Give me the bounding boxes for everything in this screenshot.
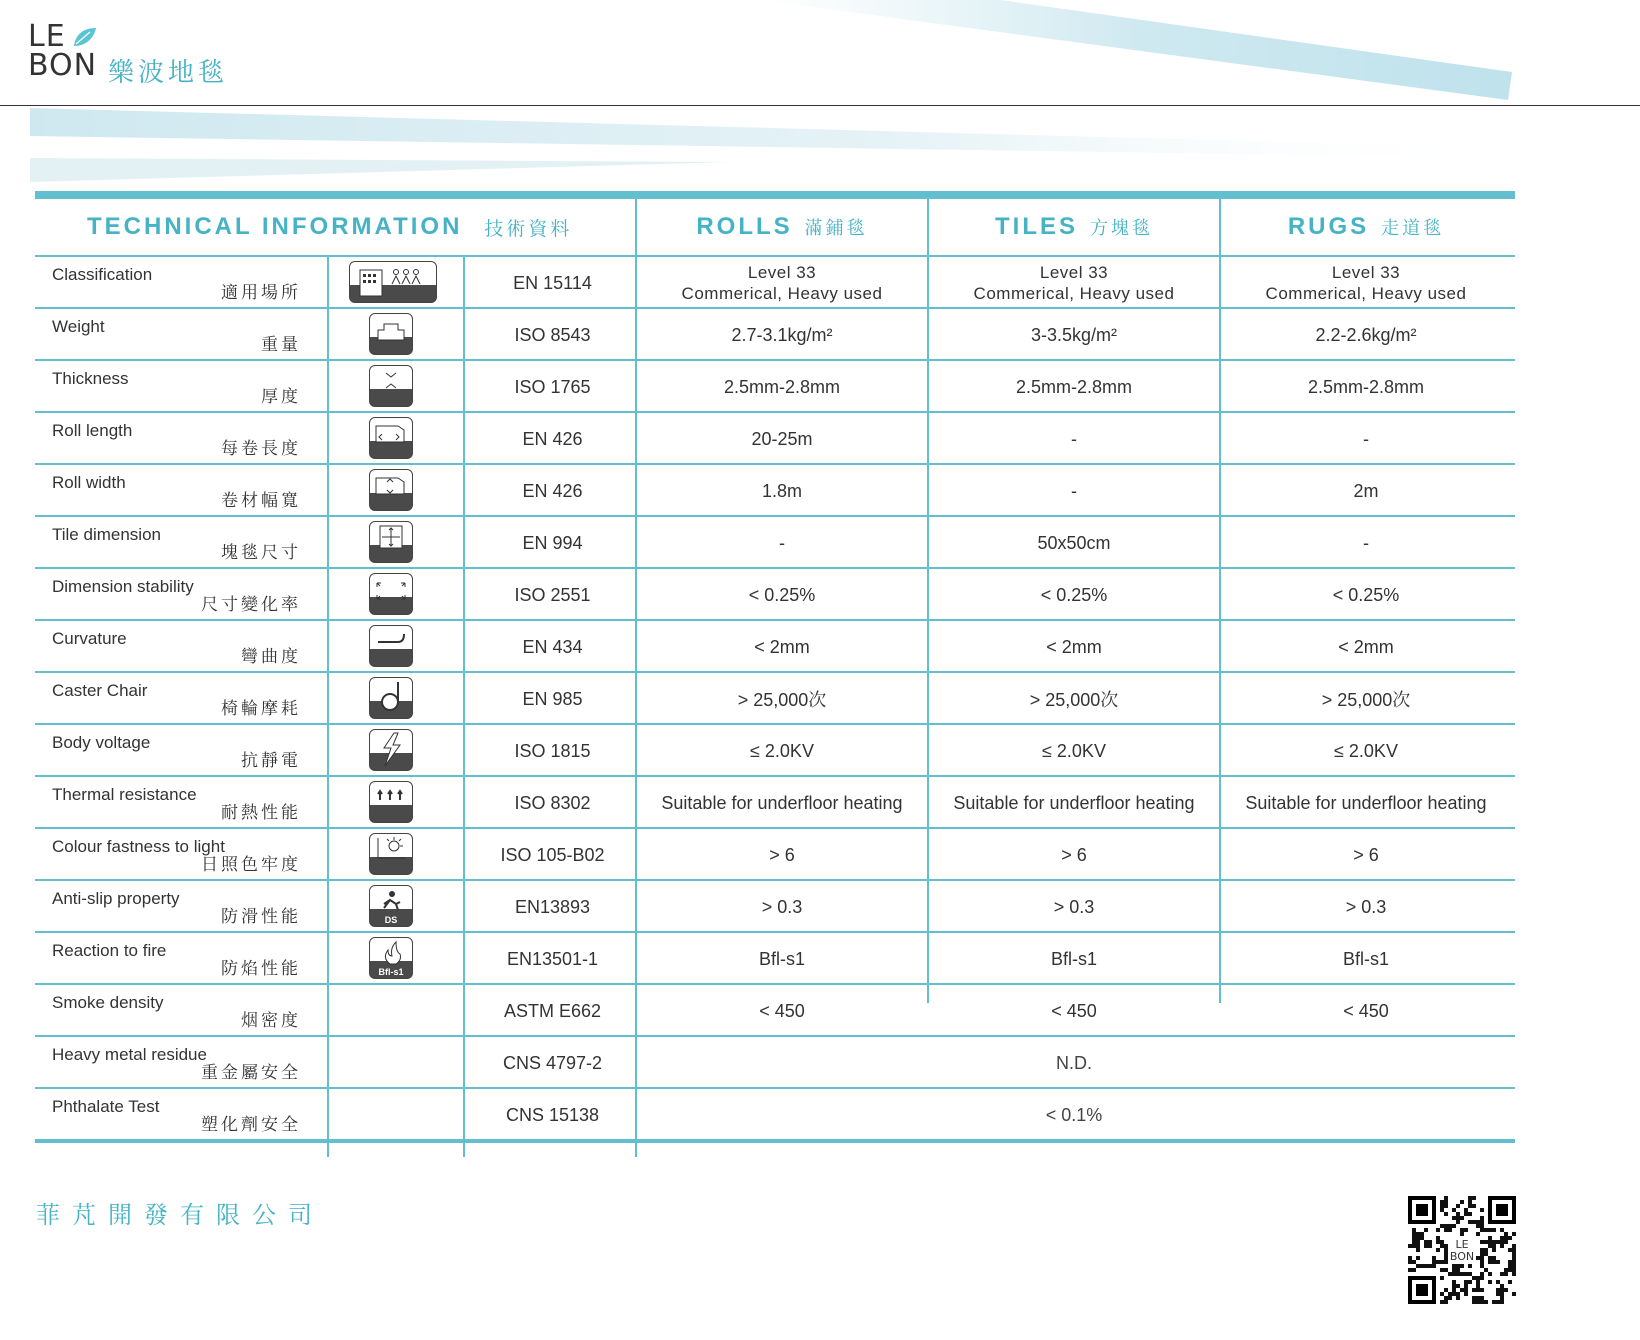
roll-width-icon-graphic: [370, 470, 413, 511]
test-standard: EN 985: [522, 688, 583, 709]
leaf-icon: [72, 26, 98, 48]
value-rolls: < 450: [759, 1000, 805, 1021]
underfloor-heating-icon-graphic: [370, 782, 413, 823]
roll-width-icon: [369, 469, 413, 511]
qr-code-icon: [1408, 1196, 1516, 1304]
value-rolls: > 25,000次: [737, 690, 827, 710]
value-tiles-line: Commerical, Heavy used: [973, 284, 1175, 303]
qr-logo-line-1: LE: [1455, 1238, 1469, 1251]
decorative-swoosh-top: [0, 0, 1640, 110]
property-name-en: Roll length: [52, 421, 133, 440]
building-people-icon: [349, 261, 437, 303]
column-divider: [635, 199, 637, 1157]
table-top-bar: [35, 191, 1515, 199]
test-standard: EN13501-1: [506, 948, 599, 969]
header-technical-info-en: TECHNICAL INFORMATION: [87, 213, 463, 240]
property-name-en: Thermal resistance: [52, 785, 197, 804]
caster-chair-icon-graphic: [370, 678, 413, 719]
header-divider: [0, 105, 1640, 106]
property-name-cn: 塑化劑安全: [201, 1115, 301, 1134]
value-rugs-line: Commerical, Heavy used: [1265, 284, 1467, 303]
value-rugs-line: Level 33: [1331, 263, 1401, 282]
test-standard: EN 426: [522, 428, 583, 449]
value-rolls: ≤ 2.0KV: [750, 740, 814, 761]
column-divider: [927, 199, 929, 1003]
table-row: [35, 1089, 1515, 1141]
roll-length-icon: [369, 417, 413, 459]
property-name-en: Heavy metal residue: [52, 1045, 207, 1064]
value-rolls: 2.7-3.1kg/m²: [731, 324, 833, 345]
value-rugs: ≤ 2.0KV: [1334, 740, 1398, 761]
table-row: [35, 569, 1515, 621]
value-rugs: 2m: [1353, 480, 1379, 501]
table-row: [35, 517, 1515, 569]
property-name-en: Reaction to fire: [52, 941, 167, 960]
lightning-icon: [369, 729, 413, 771]
value-rugs: < 2mm: [1338, 636, 1394, 657]
property-name-en: Anti-slip property: [52, 889, 180, 908]
value-rugs: > 6: [1353, 844, 1379, 865]
property-name-cn: 彎曲度: [241, 647, 301, 666]
value-rolls: < 2mm: [754, 636, 810, 657]
value-rugs: > 25,000次: [1321, 690, 1411, 710]
value-tiles: -: [1071, 428, 1077, 449]
value-rolls: > 6: [769, 844, 795, 865]
value-tiles: -: [1071, 480, 1077, 501]
property-name-en: Roll width: [52, 473, 126, 492]
value-tiles-line: Level 33: [1039, 263, 1109, 282]
value-rolls: [637, 257, 927, 309]
test-standard: EN 15114: [513, 272, 592, 293]
icon-caption: Bfl-s1: [378, 967, 404, 977]
value-rugs: < 0.25%: [1332, 584, 1400, 605]
property-name-cn: 厚度: [261, 387, 301, 406]
thickness-icon-graphic: [370, 366, 413, 407]
decorative-swoosh-band: [30, 106, 1530, 186]
column-divider: [463, 255, 465, 1157]
property-name-en: Weight: [52, 317, 105, 336]
value-tiles: Suitable for underfloor heating: [953, 792, 1195, 813]
property-name-cn: 重金屬安全: [201, 1063, 301, 1082]
dimension-stability-icon-graphic: [370, 574, 413, 615]
header-tiles-cn: 方塊毯: [1090, 218, 1153, 238]
property-name-en: Colour fastness to light: [52, 837, 225, 856]
table-row: [35, 361, 1515, 413]
table-row: [35, 829, 1515, 881]
curvature-icon: [369, 625, 413, 667]
property-name-cn: 尺寸變化率: [201, 595, 301, 614]
value-tiles: [929, 257, 1219, 309]
building-people-icon-graphic: [350, 262, 437, 303]
company-name: 菲芃開發有限公司: [36, 1202, 324, 1229]
roll-length-icon-graphic: [370, 418, 413, 459]
property-name-cn: 防滑性能: [221, 907, 301, 926]
value-rugs: 2.5mm-2.8mm: [1307, 376, 1424, 397]
value-rolls: < 0.25%: [748, 584, 816, 605]
column-divider: [1219, 199, 1221, 1003]
test-standard: CNS 4797-2: [502, 1052, 603, 1073]
header-rolls-cn: 滿鋪毯: [804, 218, 868, 238]
property-name-cn: 每卷長度: [221, 439, 301, 458]
table-row: [35, 725, 1515, 777]
curvature-icon-graphic: [370, 626, 413, 667]
header-rugs: [1221, 199, 1511, 255]
property-name-cn: 塊毯尺寸: [221, 543, 301, 562]
logo-line-2: BON: [28, 48, 98, 83]
property-name-en: Caster Chair: [52, 681, 148, 700]
value-tiles: > 25,000次: [1029, 690, 1119, 710]
table-row: [35, 257, 1515, 309]
test-standard: EN 426: [522, 480, 583, 501]
test-standard: CNS 15138: [505, 1104, 600, 1125]
property-name-cn: 日照色牢度: [201, 855, 301, 874]
property-name-en: Classification: [52, 265, 153, 284]
table-row: [35, 621, 1515, 673]
value-tiles: > 0.3: [1053, 896, 1095, 917]
property-name-en: Smoke density: [52, 993, 164, 1012]
header-technical-info-cn: 技術資料: [484, 218, 573, 240]
property-name-cn: 抗靜電: [241, 751, 301, 770]
table-row: [35, 985, 1515, 1037]
tile-dimension-icon-graphic: [370, 522, 413, 563]
header-tiles: [929, 199, 1219, 255]
value-tiles: > 6: [1061, 844, 1087, 865]
table-row: [35, 309, 1515, 361]
value-tiles: 50x50cm: [1037, 532, 1111, 553]
value-tiles: ≤ 2.0KV: [1042, 740, 1106, 761]
value-rolls: Bfl-s1: [758, 948, 805, 969]
sunlight-icon: [369, 833, 413, 875]
value-tiles: < 0.25%: [1040, 584, 1108, 605]
header-rolls: [637, 199, 927, 255]
lightning-icon-graphic: [370, 730, 413, 771]
header-tiles-en: TILES: [994, 213, 1078, 240]
value-tiles: 2.5mm-2.8mm: [1015, 376, 1132, 397]
value-rolls: Suitable for underfloor heating: [661, 792, 903, 813]
brand-logo: [28, 19, 229, 87]
value-rolls: -: [779, 532, 785, 553]
table-row: [35, 933, 1515, 985]
dimension-stability-icon: [369, 573, 413, 615]
test-standard: ASTM E662: [503, 1000, 602, 1021]
property-name-cn: 卷材幅寬: [221, 491, 301, 510]
underfloor-heating-icon: [369, 781, 413, 823]
table-row: [35, 413, 1515, 465]
property-name-cn: 防焰性能: [221, 959, 301, 978]
value-tiles: < 2mm: [1046, 636, 1102, 657]
value-rugs: [1221, 257, 1511, 309]
property-name-en: Phthalate Test: [52, 1097, 160, 1116]
header-rolls-en: ROLLS: [696, 213, 793, 240]
value-tiles: < 450: [1051, 1000, 1097, 1021]
table-row: [35, 777, 1515, 829]
table-row: [35, 881, 1515, 933]
value-rugs: 2.2-2.6kg/m²: [1315, 324, 1417, 345]
value-tiles: Bfl-s1: [1050, 948, 1097, 969]
value-rugs: -: [1363, 532, 1369, 553]
property-name-en: Thickness: [52, 369, 129, 388]
table-row: [35, 673, 1515, 725]
value-rugs: Bfl-s1: [1342, 948, 1389, 969]
anti-slip-icon: [369, 885, 413, 927]
test-standard: EN 994: [522, 532, 583, 553]
value-rolls: 20-25m: [751, 428, 813, 449]
tile-dimension-icon: [369, 521, 413, 563]
property-name-cn: 適用場所: [221, 283, 301, 302]
value-rugs: -: [1363, 428, 1369, 449]
header-rugs-en: RUGS: [1287, 213, 1370, 240]
table-row: [35, 1037, 1515, 1089]
test-standard: EN13893: [514, 896, 591, 917]
icon-caption: DS: [384, 915, 398, 925]
table-row: [35, 465, 1515, 517]
value-rolls-line: Commerical, Heavy used: [681, 284, 883, 303]
value-rolls: 2.5mm-2.8mm: [723, 376, 840, 397]
thickness-icon: [369, 365, 413, 407]
value-rugs: > 0.3: [1345, 896, 1387, 917]
test-standard: ISO 105-B02: [500, 844, 605, 865]
table-header-row: [35, 199, 1515, 257]
caster-chair-icon: [369, 677, 413, 719]
brand-name-cn: 樂波地毯: [108, 57, 229, 87]
value-tiles: 3-3.5kg/m²: [1030, 324, 1118, 345]
test-standard: ISO 2551: [514, 584, 591, 605]
test-standard: ISO 8302: [514, 792, 591, 813]
value-rolls-line: Level 33: [747, 263, 817, 282]
table-body: [35, 257, 1515, 1141]
sunlight-icon-graphic: [370, 834, 413, 875]
header-technical-info: [35, 199, 635, 255]
property-name-cn: 烟密度: [241, 1011, 301, 1030]
property-name-cn: 耐熱性能: [221, 803, 301, 822]
logo-line-1: LE: [28, 19, 66, 54]
value-rugs: < 450: [1343, 1000, 1389, 1021]
value-rugs: Suitable for underfloor heating: [1245, 792, 1487, 813]
test-standard: ISO 8543: [514, 324, 591, 345]
value-all-products: N.D.: [1056, 1052, 1092, 1073]
qr-logo-line-2: BON: [1449, 1250, 1475, 1263]
test-standard: ISO 1815: [514, 740, 591, 761]
test-standard: EN 434: [522, 636, 583, 657]
value-rolls: 1.8m: [761, 480, 803, 501]
column-divider: [327, 255, 329, 1157]
property-name-en: Body voltage: [52, 733, 151, 752]
property-name-en: Tile dimension: [52, 525, 161, 544]
value-rolls: > 0.3: [761, 896, 803, 917]
property-name-en: Dimension stability: [52, 577, 194, 596]
weight-icon-graphic: [370, 314, 413, 355]
property-name-cn: 椅輪摩耗: [221, 699, 301, 718]
fire-icon: [369, 937, 413, 979]
header-rugs-cn: 走道毯: [1381, 218, 1445, 238]
property-name-cn: 重量: [261, 335, 301, 354]
technical-info-table: [35, 191, 1515, 1143]
test-standard: ISO 1765: [514, 376, 591, 397]
weight-icon: [369, 313, 413, 355]
value-all-products: < 0.1%: [1045, 1104, 1103, 1125]
property-name-en: Curvature: [52, 629, 127, 648]
